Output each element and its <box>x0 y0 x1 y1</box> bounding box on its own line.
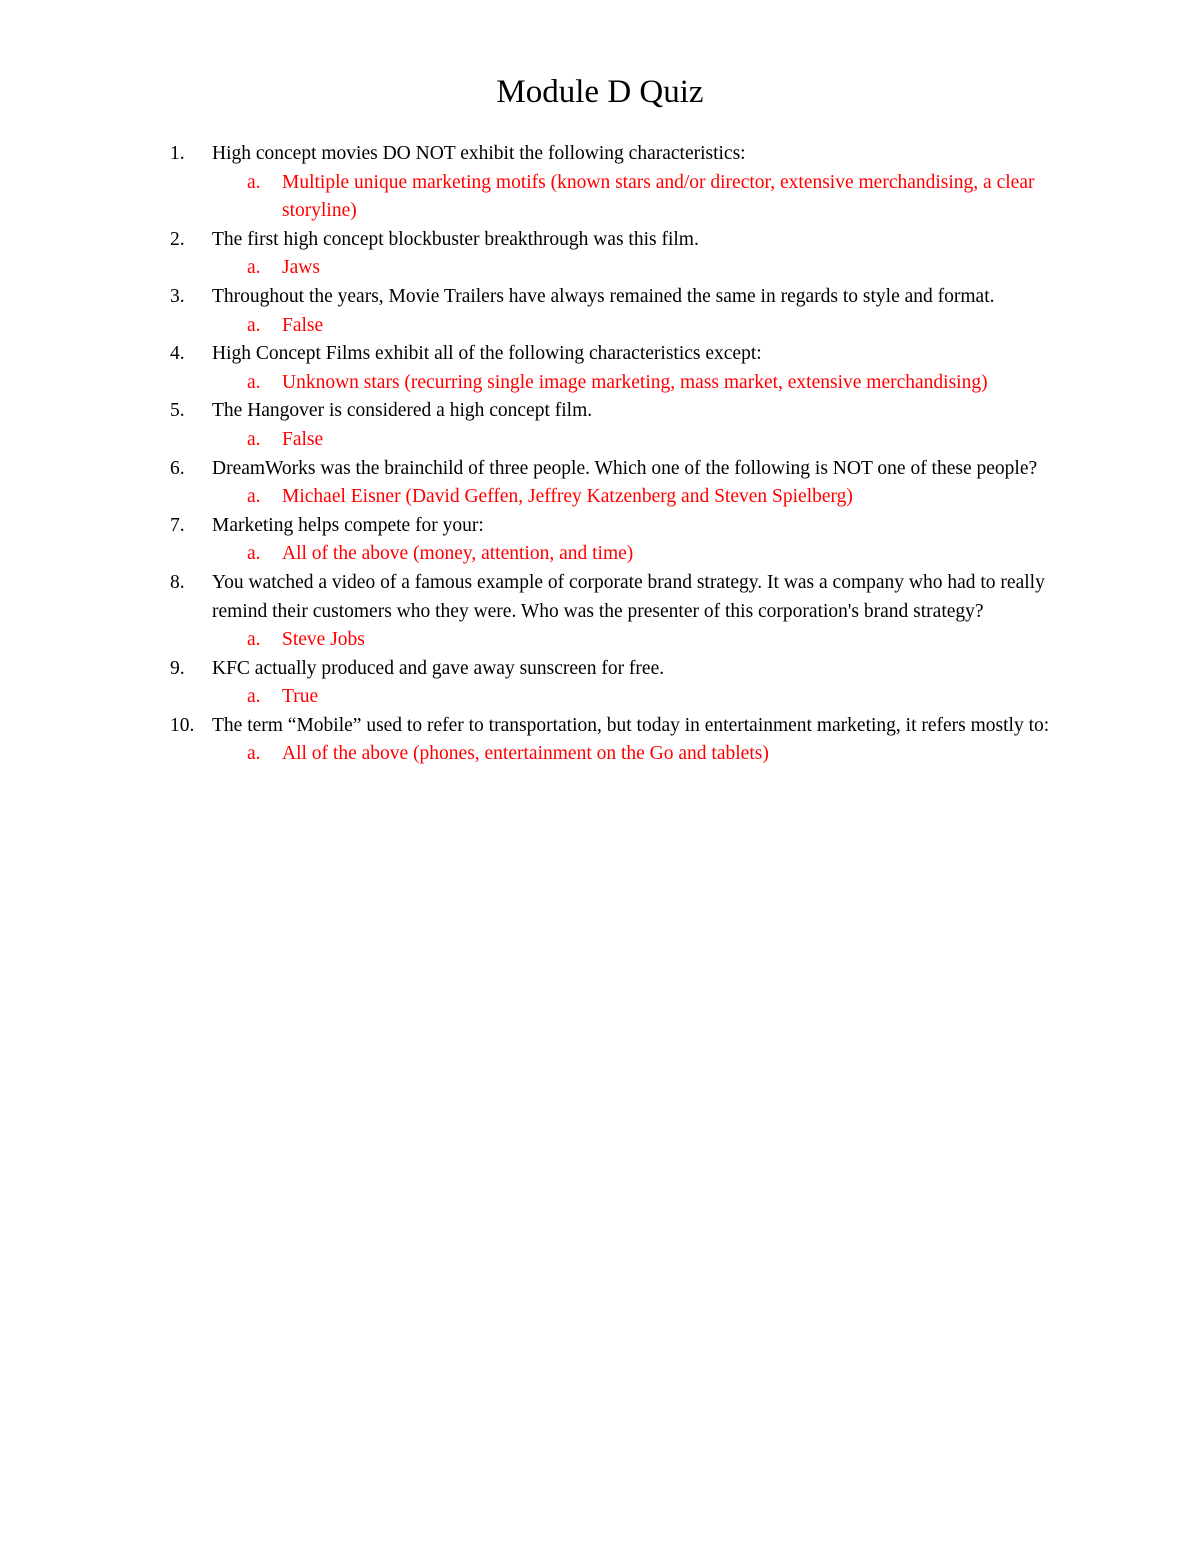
question-6 <box>170 455 1070 484</box>
answer-text: All of the above (phones, entertainment on the Go and tablets) <box>282 743 769 765</box>
answer-text: All of the above (money, attention, and time) <box>282 543 634 565</box>
answer-1 <box>170 169 1070 226</box>
answer-letter: a. <box>247 629 261 651</box>
answer-9 <box>170 683 1070 712</box>
answer-letter: a. <box>247 371 261 393</box>
question-text: High concept movies DO NOT exhibit the following characteristics: <box>212 143 746 164</box>
question-text: Marketing helps compete for your: <box>212 514 484 536</box>
document-title: Module D Quiz <box>496 74 704 110</box>
answer-8 <box>170 626 1070 655</box>
answer-text: Unknown stars (recurring single image marketing, mass market, extensive merchandising) <box>282 371 988 393</box>
question-number: 5. <box>170 400 185 422</box>
question-number: 1. <box>170 143 185 164</box>
question-text: The first high concept blockbuster breakthrough was this film. <box>212 228 699 250</box>
answer-text: False <box>282 314 324 336</box>
answer-text: Steve Jobs <box>282 629 365 651</box>
answer-3 <box>170 312 1070 341</box>
answer-letter: a. <box>247 171 261 193</box>
question-text: DreamWorks was the brainchild of three people. Which one of the following is NOT one of these people? <box>212 457 1038 479</box>
answer-4 <box>170 369 1070 398</box>
question-1 <box>170 140 1070 169</box>
question-text: High Concept Films exhibit all of the following characteristics except: <box>212 343 762 365</box>
answer-7 <box>170 540 1070 569</box>
question-number: 9. <box>170 657 185 679</box>
answer-2 <box>170 254 1070 283</box>
question-8 <box>170 569 1070 626</box>
answer-text: Multiple unique marketing motifs (known stars and/or director, extensive merchandising, a clear storyline) <box>282 171 1035 222</box>
answer-text: False <box>282 428 324 450</box>
question-number: 4. <box>170 343 185 365</box>
question-number: 2. <box>170 228 185 250</box>
question-number: 8. <box>170 571 185 593</box>
answer-letter: a. <box>247 314 261 336</box>
answer-text: Michael Eisner (David Geffen, Jeffrey Katzenberg and Steven Spielberg) <box>282 486 853 508</box>
question-5 <box>170 397 1070 426</box>
question-number: 7. <box>170 514 185 536</box>
answer-letter: a. <box>247 486 261 508</box>
answer-text: True <box>282 686 319 708</box>
answer-letter: a. <box>247 743 261 765</box>
answer-10 <box>170 740 1070 769</box>
question-text: The Hangover is considered a high concept film. <box>212 400 593 422</box>
question-7 <box>170 512 1070 541</box>
question-number: 6. <box>170 457 185 479</box>
answer-6 <box>170 483 1070 512</box>
question-text: Throughout the years, Movie Trailers have always remained the same in regards to style and format. <box>212 285 995 307</box>
answer-letter: a. <box>247 543 261 565</box>
question-9 <box>170 655 1070 684</box>
question-10 <box>170 712 1070 741</box>
question-number: 10. <box>170 714 195 736</box>
answer-letter: a. <box>247 428 261 450</box>
question-text: The term “Mobile” used to refer to transportation, but today in entertainment marketing, it refers mostly to: <box>212 714 1050 736</box>
question-text: You watched a video of a famous example of corporate brand strategy. It was a company who had to really remind their customers who they were. Who was the presenter of this corporation's brand strategy? <box>212 571 1045 622</box>
question-2 <box>170 226 1070 255</box>
answer-5 <box>170 426 1070 455</box>
question-text: KFC actually produced and gave away sunscreen for free. <box>212 657 665 679</box>
question-number: 3. <box>170 285 185 307</box>
question-3 <box>170 283 1070 312</box>
answer-text: Jaws <box>282 257 320 279</box>
quiz-list <box>170 140 1070 769</box>
answer-letter: a. <box>247 686 261 708</box>
answer-letter: a. <box>247 257 261 279</box>
question-4 <box>170 340 1070 369</box>
